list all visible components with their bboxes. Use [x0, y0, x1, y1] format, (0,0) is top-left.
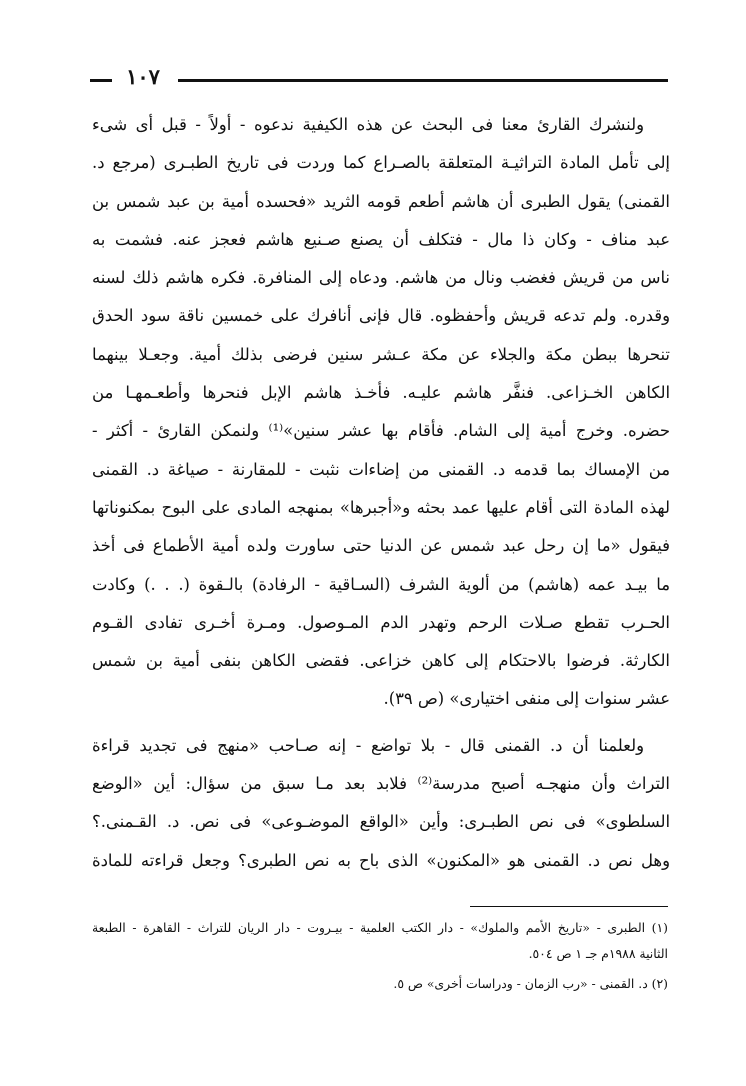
text-line: وقدره. ولم تدعه قريش وأحفظوه. قال فإنى أنافرك على خمسين ناقة سود الحدق	[92, 306, 670, 326]
page-header	[90, 62, 668, 96]
footnote-1	[92, 915, 668, 967]
footnotes	[92, 915, 668, 997]
text-line: ولنشرك القارئ معنا فى البحث عن هذه الكيفية ندعوه - أولاً - قبل أى شىء	[92, 115, 644, 134]
body-text	[92, 106, 670, 880]
text-line: لهذه المادة التى أقام عليها عمد بحثه و«أجبرها» بمنهجه المادى على البوح بمكنوناتها	[92, 497, 670, 517]
paragraph-2	[92, 727, 670, 880]
footnote-2	[92, 971, 668, 997]
header-rule	[178, 79, 668, 82]
text-line: عبد مناف - وكان ذا مال - فتكلف أن يصنع صـنيع هاشم فعجز عنه. فشمت به	[92, 229, 670, 249]
text-line: التراث وأن منهجـه أصبح مدرسة⁽²⁾ فلابد بعد مـا سبق من سؤال: أين «الوضع	[92, 774, 670, 794]
page-number: ١٠٧	[126, 64, 160, 89]
footnote-separator	[470, 906, 668, 907]
text-line: تنحرها ببطن مكة والجلاء عن مكة عـشر سنين فرضى بذلك أمية. وجعـلا بينهما	[92, 344, 670, 364]
text-line: حضره. وخرج أمية إلى الشام. فأقام بها عشر سنين»⁽¹⁾ ولنمكن القارئ - أكثر -	[92, 421, 670, 441]
text-line: عشر سنوات إلى منفى اختيارى» (ص ٣٩).	[383, 689, 670, 709]
text-line: ناس من قريش فغضب ونال من هاشم. ودعاه إلى المنافرة. فكره هاشم ذلك لسنه	[92, 268, 670, 288]
text-line: الكارثة. فرضوا بالاحتكام إلى كاهن خزاعى. فقضى الكاهن بنفى أمية بن شمس	[92, 651, 670, 671]
text-line: إلى تأمل المادة التراثيـة المتعلقة بالصـراع كما وردت فى تاريخ الطبـرى (مرجع د.	[92, 153, 670, 173]
paragraph-gap	[92, 719, 670, 727]
text-line: القمنى) يقول الطبرى أن هاشم أطعم قومه الثريد «فحسده أمية بن عبد شمس بن	[92, 191, 670, 211]
paragraph-1	[92, 106, 670, 719]
text-line: ولعلمنا أن د. القمنى قال - بلا تواضع - إنه صـاحب «منهج فى تجديد قراءة	[92, 735, 644, 755]
text-line: ما بيـد عمه (هاشم) من ألوية الشرف (السـاقية - الرفادة) بالـقوة (. . .) وكادت	[92, 574, 670, 594]
text-line: الحـرب تقطع صـلات الرحم وتهدر الدم المـوصول. ومـرة أخـرى تفادى القـوم	[92, 612, 670, 632]
text-line: فيقول «ما إن رحل عبد شمس عن الدنيا حتى ساورت ولده أمية الأطماع فى أخذ	[92, 536, 670, 556]
text-line: من الإمساك بما قدمه د. القمنى من إضاءات نثبت - للمقارنة - صياغة د. القمنى	[92, 459, 670, 479]
text-line: وهل نص د. القمنى هو «المكنون» الذى باح به نص الطبرى؟ وجعل قراءته للمادة	[92, 850, 670, 870]
text-line: السلطوى» فى نص الطبـرى: وأين «الواقع الموضـوعى» فى نص. د. القـمنى.؟	[92, 812, 670, 832]
footnote-line: (١) الطبرى - «تاريخ الأمم والملوك» - دار الكتب العلمية - بيـروت - دار الريان للتراث - القاهرة - الطبعة	[92, 920, 668, 935]
text-line: الكاهن الخـزاعى. فنفَّر هاشم عليـه. فأخـذ هاشم الإبل فنحرها وأطعـمهـا من	[92, 383, 670, 403]
footnote-line: الثانية ١٩٨٨م جـ ١ ص ٥٠٤.	[528, 946, 668, 961]
footnote-line: (٢) د. القمنى - «رب الزمان - ودراسات أخرى» ص ٥.	[393, 976, 668, 991]
